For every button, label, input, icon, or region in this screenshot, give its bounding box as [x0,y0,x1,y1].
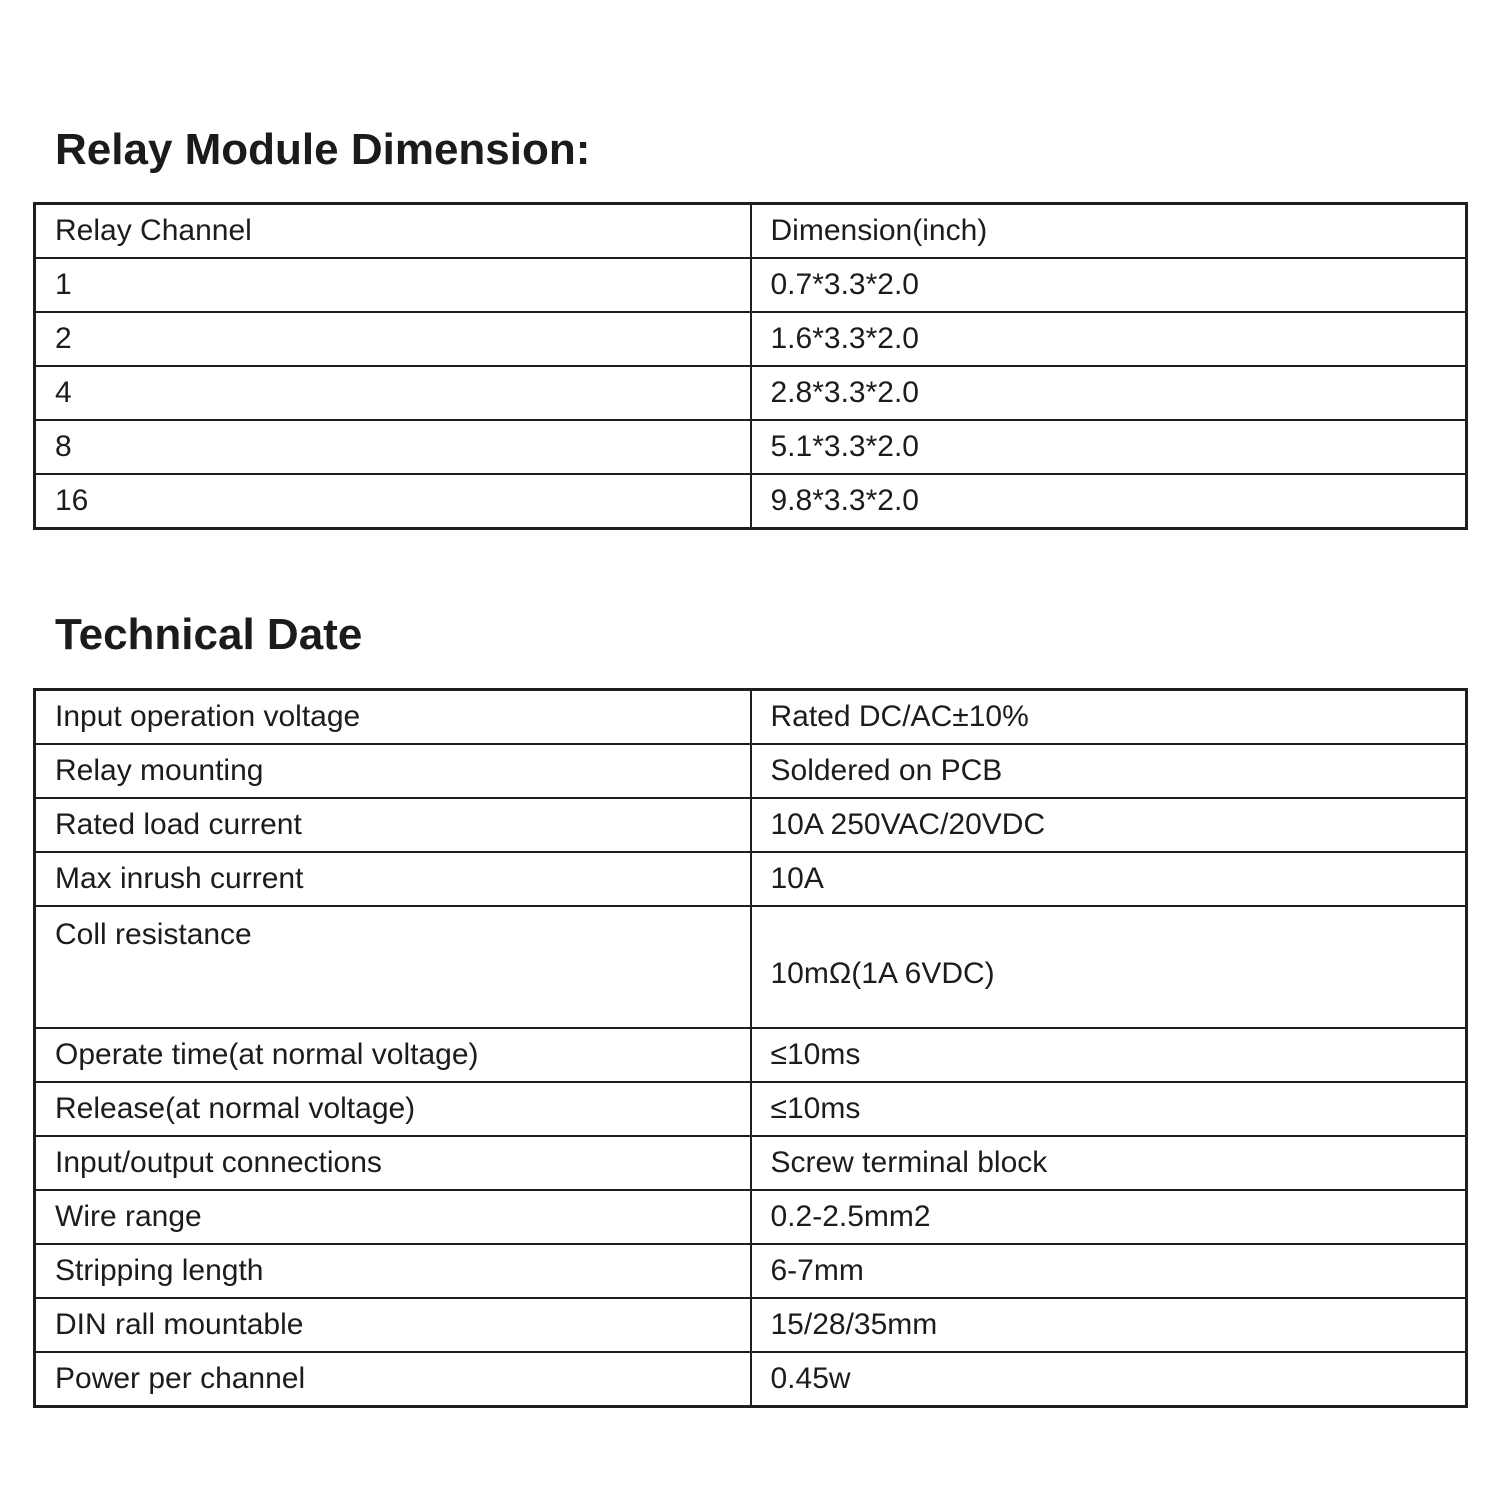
spec-value: 10mΩ(1A 6VDC) [751,906,1467,1028]
table-row [35,798,1467,852]
table-row [35,1190,1467,1244]
spec-label: Release(at normal voltage) [35,1082,751,1136]
table-row [35,906,1467,1028]
spec-label: Relay mounting [35,744,751,798]
dimension-header-channel: Relay Channel [35,204,751,259]
dimension-section-title: Relay Module Dimension: [55,125,591,174]
spec-label: Operate time(at normal voltage) [35,1028,751,1082]
table-row [35,1352,1467,1407]
spec-label: Stripping length [35,1244,751,1298]
spec-label: Input/output connections [35,1136,751,1190]
spec-value: Screw terminal block [751,1136,1467,1190]
table-row [35,744,1467,798]
table-row [35,1298,1467,1352]
spec-label: Max inrush current [35,852,751,906]
spec-label: DIN rall mountable [35,1298,751,1352]
table-row [35,420,1467,474]
dimension-cell: 0.7*3.3*2.0 [751,258,1467,312]
dimension-cell: 9.8*3.3*2.0 [751,474,1467,529]
table-row [35,690,1467,745]
spec-value: 0.2-2.5mm2 [751,1190,1467,1244]
spec-value: 10A [751,852,1467,906]
dimension-table-header-row [35,204,1467,259]
spec-value: 15/28/35mm [751,1298,1467,1352]
table-row [35,474,1467,529]
spec-label: Coll resistance [35,906,751,1028]
spec-value: 0.45w [751,1352,1467,1407]
dimension-cell: 1.6*3.3*2.0 [751,312,1467,366]
channel-cell: 1 [35,258,751,312]
dimension-table [33,202,1468,530]
table-row [35,258,1467,312]
channel-cell: 16 [35,474,751,529]
spec-label: Rated load current [35,798,751,852]
spec-value: 6-7mm [751,1244,1467,1298]
spec-label: Wire range [35,1190,751,1244]
table-row [35,852,1467,906]
table-row [35,1028,1467,1082]
spec-value: Rated DC/AC±10% [751,690,1467,745]
table-row [35,366,1467,420]
dimension-header-dimension: Dimension(inch) [751,204,1467,259]
channel-cell: 4 [35,366,751,420]
spec-value: 10A 250VAC/20VDC [751,798,1467,852]
spec-value: ≤10ms [751,1028,1467,1082]
spec-label: Input operation voltage [35,690,751,745]
table-row [35,312,1467,366]
channel-cell: 2 [35,312,751,366]
table-row [35,1244,1467,1298]
table-row [35,1082,1467,1136]
table-row [35,1136,1467,1190]
dimension-cell: 2.8*3.3*2.0 [751,366,1467,420]
spec-value: Soldered on PCB [751,744,1467,798]
technical-section-title: Technical Date [55,610,363,659]
spec-label: Power per channel [35,1352,751,1407]
channel-cell: 8 [35,420,751,474]
spec-value: ≤10ms [751,1082,1467,1136]
dimension-cell: 5.1*3.3*2.0 [751,420,1467,474]
technical-table [33,688,1468,1408]
